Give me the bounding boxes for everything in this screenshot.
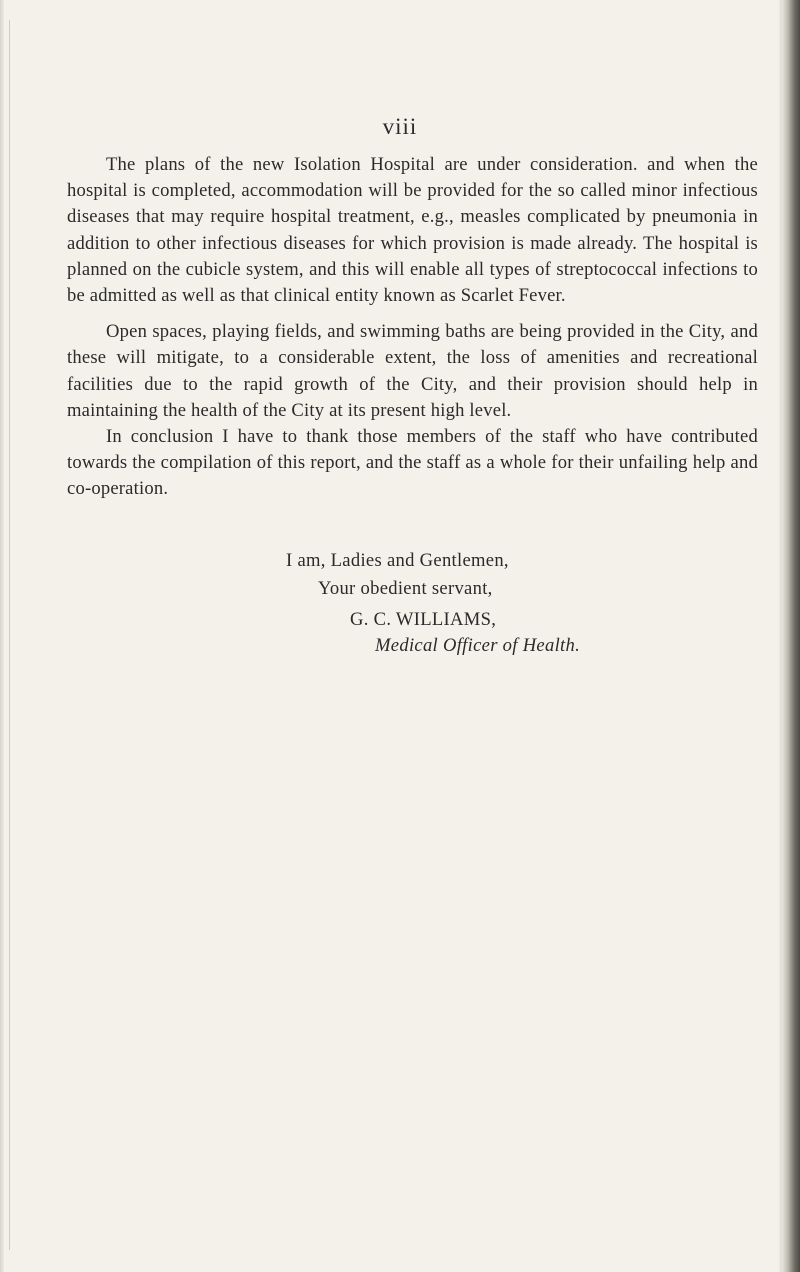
document-body xyxy=(67,152,758,503)
page-number: viii xyxy=(382,114,418,139)
scan-right-edge xyxy=(782,0,800,1272)
signatory-title: Medical Officer of Health. xyxy=(375,635,581,656)
scan-left-rule xyxy=(9,20,10,1250)
valediction: Your obedient servant, xyxy=(318,578,493,599)
salutation: I am, Ladies and Gentlemen, xyxy=(286,550,509,571)
paragraph-open-spaces: Open spaces, playing fields, and swimming baths are being provided in the City, and these will mitigate, to a considerable extent, the loss of amenities and recreational facilities due to the rapid growth of the City, and their provision should help in maintaining the health of the City at its present high level. xyxy=(67,321,758,421)
paragraph-isolation-hospital: The plans of the new Isolation Hospital are under consideration. and when the hospital is completed, accommodation will be provided for the so called minor infectious diseases that may require hospital treatment, e.g., measles complicated by pneumonia in addition to other infectious diseases for which provision is made already. The hospital is planned on the cubicle system, and this will enable all types of streptococcal infections to be admitted as well as that clinical entity known as Scarlet Fever. xyxy=(67,154,758,307)
scan-left-edge xyxy=(0,0,4,1272)
paragraph-conclusion: In conclusion I have to thank those members of the staff who have contributed towards the compilation of this report, and the staff as a whole for their unfailing help and co-operation. xyxy=(67,426,758,500)
signatory-name: G. C. WILLIAMS, xyxy=(350,609,497,630)
